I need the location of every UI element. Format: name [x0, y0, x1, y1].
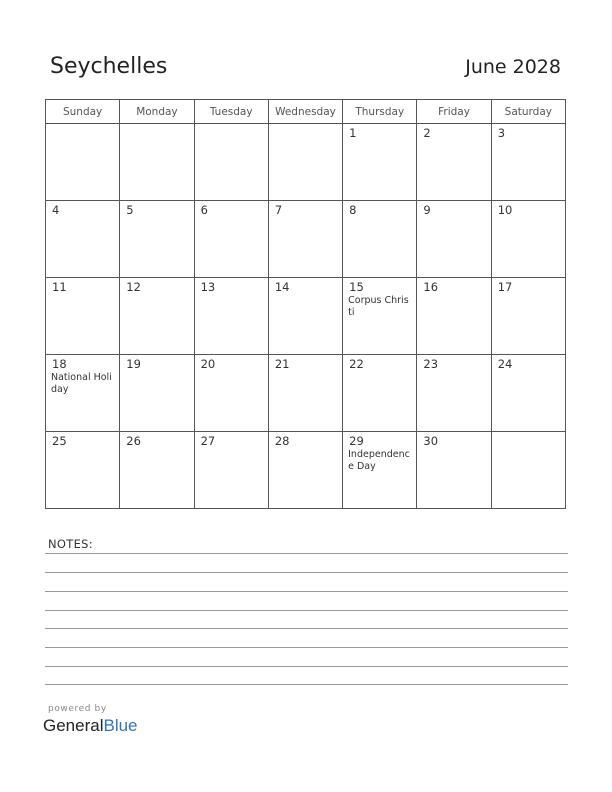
day-cell — [491, 124, 565, 201]
day-number: 16 — [423, 280, 439, 294]
day-number: 14 — [274, 280, 290, 294]
day-number: 2 — [423, 126, 431, 140]
day-number: 26 — [126, 434, 141, 448]
note-line — [45, 647, 568, 648]
notes-label: NOTES: — [48, 537, 93, 551]
day-cell — [194, 201, 268, 278]
day-cell — [417, 432, 491, 509]
day-cell — [491, 432, 565, 509]
day-number: 27 — [200, 434, 216, 448]
day-number: 30 — [423, 434, 439, 448]
day-number: 25 — [52, 434, 67, 448]
day-number: 21 — [274, 357, 290, 371]
calendar-month-title: June 2028 — [465, 56, 561, 78]
day-number: 20 — [200, 357, 216, 371]
day-number: 18 — [52, 357, 67, 371]
day-number: 13 — [200, 280, 216, 294]
holiday-label: Corpus Christi — [348, 295, 409, 318]
holiday-label: National Holiday — [51, 372, 112, 395]
weekday-header: Monday — [120, 100, 194, 124]
day-cell — [194, 124, 268, 201]
day-cell — [120, 124, 194, 201]
day-cell — [46, 201, 120, 278]
day-cell — [120, 432, 194, 509]
day-cell — [46, 355, 120, 432]
weekday-header: Wednesday — [268, 100, 342, 124]
day-number: 9 — [423, 203, 431, 217]
day-cell — [268, 124, 342, 201]
note-line — [45, 628, 568, 629]
day-cell — [46, 124, 120, 201]
note-line — [45, 666, 568, 667]
day-number: 29 — [349, 434, 364, 448]
day-number: 10 — [497, 203, 513, 217]
day-cell — [268, 278, 342, 355]
note-line — [45, 610, 568, 611]
week-row — [46, 201, 566, 278]
brand-name-part1: General — [43, 716, 104, 735]
note-line — [45, 572, 568, 573]
day-cell — [343, 201, 417, 278]
holiday-label: Independence Day — [348, 449, 410, 472]
day-number: 28 — [274, 434, 290, 448]
day-cell — [194, 432, 268, 509]
day-cell — [343, 278, 417, 355]
day-cell — [268, 355, 342, 432]
day-number: 24 — [497, 357, 513, 371]
day-number: 4 — [52, 203, 60, 217]
day-cell — [343, 432, 417, 509]
day-number: 7 — [274, 203, 283, 217]
day-cell — [46, 432, 120, 509]
day-number: 15 — [349, 280, 364, 294]
weekday-header-row — [46, 100, 566, 124]
day-number: 5 — [126, 203, 134, 217]
day-cell — [491, 201, 565, 278]
weekday-header: Tuesday — [194, 100, 268, 124]
day-number: 3 — [497, 126, 506, 140]
calendar-grid — [45, 99, 566, 509]
day-number: 23 — [423, 357, 439, 371]
week-row — [46, 278, 566, 355]
day-number: 6 — [200, 203, 208, 217]
note-line — [45, 591, 568, 592]
weekday-header: Saturday — [491, 100, 565, 124]
day-cell — [491, 355, 565, 432]
day-cell — [417, 355, 491, 432]
day-cell — [417, 201, 491, 278]
day-cell — [120, 355, 194, 432]
day-cell — [120, 201, 194, 278]
day-cell — [268, 201, 342, 278]
weekday-header: Sunday — [46, 100, 120, 124]
day-number: 1 — [349, 126, 357, 140]
day-cell — [417, 124, 491, 201]
week-row — [46, 432, 566, 509]
day-cell — [417, 278, 491, 355]
day-number: 12 — [126, 280, 141, 294]
day-number: 22 — [349, 357, 364, 371]
day-number: 17 — [497, 280, 513, 294]
day-number: 19 — [126, 357, 141, 371]
note-line — [45, 553, 568, 554]
day-cell — [268, 432, 342, 509]
week-row — [46, 355, 566, 432]
brand-name-part2: Blue — [103, 716, 138, 735]
day-cell — [343, 124, 417, 201]
weekday-header: Friday — [417, 100, 491, 124]
calendar-country-title: Seychelles — [50, 54, 168, 79]
powered-by-text: powered by — [48, 704, 107, 714]
day-number: 11 — [52, 280, 67, 294]
day-cell — [343, 355, 417, 432]
note-line — [45, 684, 568, 685]
day-cell — [194, 278, 268, 355]
day-cell — [46, 278, 120, 355]
day-cell — [194, 355, 268, 432]
weekday-header: Thursday — [343, 100, 417, 124]
day-cell — [491, 278, 565, 355]
day-cell — [120, 278, 194, 355]
week-row — [46, 124, 566, 201]
day-number: 8 — [349, 203, 357, 217]
generalblue-logo — [43, 716, 138, 736]
